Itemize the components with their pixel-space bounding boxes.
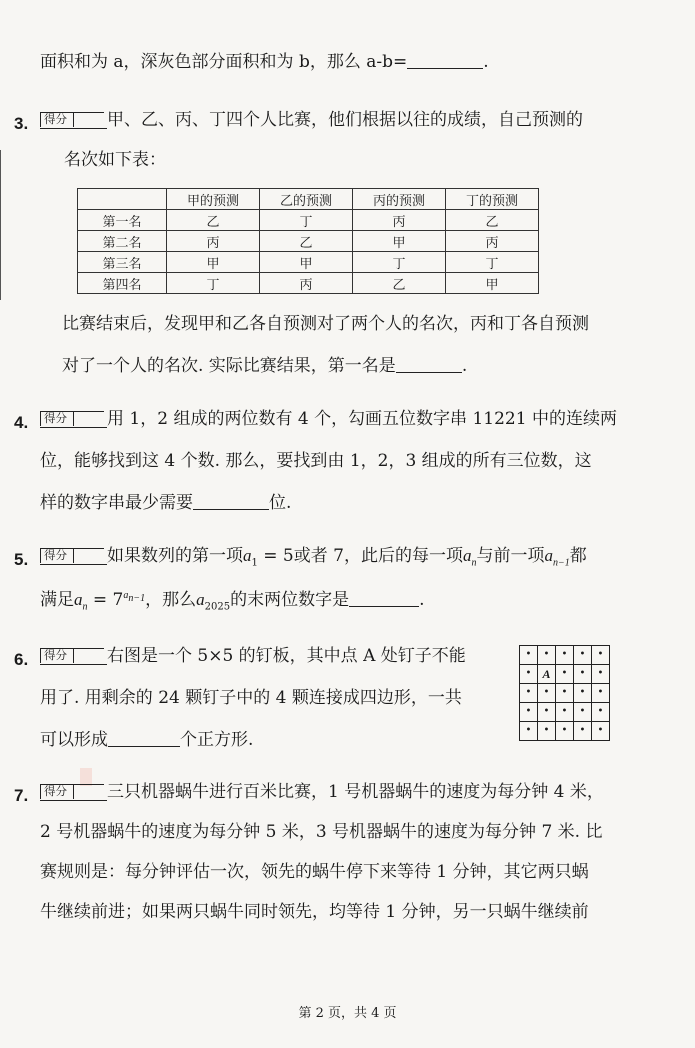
- peg: •: [592, 665, 610, 684]
- table-corner: [78, 189, 167, 210]
- q4-line3: 样的数字串最少需要 位.: [40, 493, 292, 513]
- table-cell: 丙: [353, 210, 446, 231]
- table-cell: 乙: [167, 210, 260, 231]
- q6-line3: 可以形成 个正方形.: [40, 730, 254, 750]
- table-cell: 第二名: [78, 231, 167, 252]
- table-row: [78, 210, 539, 231]
- table-cell: 第一名: [78, 210, 167, 231]
- table-row: [78, 252, 539, 273]
- table-row: [78, 273, 539, 294]
- q6-line1: 得分 右图是一个 5×5 的钉板，其中点 A 处钉子不能: [40, 646, 466, 666]
- peg: •: [556, 665, 574, 684]
- peg: •: [574, 665, 592, 684]
- q2-tail: 面积和为 a，深灰色部分面积和为 b，那么 a-b= .: [40, 52, 489, 72]
- q5-number: 5.: [14, 550, 29, 569]
- q7-line2: 2 号机器蜗牛的速度为每分钟 5 米，3 号机器蜗牛的速度为每分钟 7 米. 比: [40, 822, 603, 842]
- pegboard-figure: [519, 645, 610, 741]
- q4-line2: 位，能够找到这 4 个数. 那么，要找到由 1，2，3 组成的所有三位数，这: [40, 451, 592, 471]
- q6-answer-blank[interactable]: [108, 746, 180, 747]
- score-box: 得分: [40, 648, 104, 663]
- peg: •: [574, 722, 592, 741]
- q7-line3: 赛规则是：每分钟评估一次，领先的蜗牛停下来等待 1 分钟，其它两只蜗: [40, 862, 589, 882]
- prediction-table: [77, 188, 539, 294]
- peg: •: [520, 703, 538, 722]
- table-cell: 丁: [446, 252, 539, 273]
- q7-number: 7.: [14, 786, 29, 805]
- q6-number: 6.: [14, 650, 29, 669]
- table-cell: 第四名: [78, 273, 167, 294]
- table-header: 甲的预测: [167, 189, 260, 210]
- q7-line4: 牛继续前进；如果两只蜗牛同时领先，均等待 1 分钟，另一只蜗牛继续前: [40, 902, 589, 922]
- table-cell: 第三名: [78, 252, 167, 273]
- peg: •: [592, 684, 610, 703]
- q6-line2: 用了. 用剩余的 24 颗钉子中的 4 颗连接成四边形，一共: [40, 688, 462, 708]
- table-cell: 丁: [167, 273, 260, 294]
- peg: •: [538, 684, 556, 703]
- peg: •: [556, 646, 574, 665]
- table-cell: 甲: [446, 273, 539, 294]
- peg: •: [520, 646, 538, 665]
- q3-answer-blank[interactable]: [396, 372, 462, 373]
- q3-line3: 比赛结束后，发现甲和乙各自预测对了两个人的名次，丙和丁各自预测: [62, 314, 589, 334]
- peg: •: [592, 703, 610, 722]
- peg: •: [574, 703, 592, 722]
- table-cell: 甲: [353, 231, 446, 252]
- q3-line4: 对了一个人的名次. 实际比赛结果，第一名是 .: [62, 356, 468, 376]
- table-cell: 乙: [260, 231, 353, 252]
- q4-answer-blank[interactable]: [193, 509, 269, 510]
- table-cell: 丙: [260, 273, 353, 294]
- page-footer: 第 2 页，共 4 页: [298, 1006, 397, 1021]
- table-cell: 乙: [446, 210, 539, 231]
- table-cell: 甲: [167, 252, 260, 273]
- score-box: 得分: [40, 548, 104, 563]
- peg: •: [520, 684, 538, 703]
- peg: •: [556, 703, 574, 722]
- q3-line1: 得分 甲、乙、丙、丁四个人比赛，他们根据以往的成绩，自己预测的: [40, 110, 583, 130]
- peg: •: [520, 665, 538, 684]
- q2-answer-blank[interactable]: [407, 68, 483, 69]
- table-cell: 丙: [167, 231, 260, 252]
- q5-answer-blank[interactable]: [349, 606, 419, 607]
- broken-peg-a: A: [538, 665, 556, 684]
- table-cell: 丁: [353, 252, 446, 273]
- table-row: [78, 231, 539, 252]
- peg: •: [574, 646, 592, 665]
- q5-line2: 满足$a_n = 7^{a_{n-1}}$，那么$a_{2025}$的末两位数字是 .: [40, 590, 425, 613]
- score-box: 得分: [40, 112, 104, 127]
- table-cell: 丁: [260, 210, 353, 231]
- q4-line1: 得分 用 1，2 组成的两位数有 4 个，勾画五位数字串 11221 中的连续两: [40, 409, 617, 429]
- peg: •: [592, 646, 610, 665]
- table-cell: 甲: [260, 252, 353, 273]
- peg: •: [538, 646, 556, 665]
- q3-line2: 名次如下表：: [64, 150, 166, 170]
- table-header: 乙的预测: [260, 189, 353, 210]
- q4-number: 4.: [14, 413, 29, 432]
- peg: •: [556, 722, 574, 741]
- peg: •: [592, 722, 610, 741]
- peg: •: [574, 684, 592, 703]
- q3-number: 3.: [14, 114, 29, 133]
- peg: •: [538, 722, 556, 741]
- score-box: 得分: [40, 784, 104, 799]
- score-box: 得分: [40, 411, 104, 426]
- page-edge: [0, 150, 1, 300]
- peg: •: [520, 722, 538, 741]
- table-header: 丙的预测: [353, 189, 446, 210]
- table-header-row: [78, 189, 539, 210]
- peg: •: [556, 684, 574, 703]
- peg: •: [538, 703, 556, 722]
- table-header: 丁的预测: [446, 189, 539, 210]
- table-cell: 丙: [446, 231, 539, 252]
- q7-line1: 得分 三只机器蜗牛进行百米比赛，1 号机器蜗牛的速度为每分钟 4 米，: [40, 782, 604, 802]
- q5-line1: 得分 如果数列的第一项$a_1 = 5$或者 7，此后的每一项$a_n$与前一项$a_{n-1}$都: [40, 546, 587, 569]
- table-cell: 乙: [353, 273, 446, 294]
